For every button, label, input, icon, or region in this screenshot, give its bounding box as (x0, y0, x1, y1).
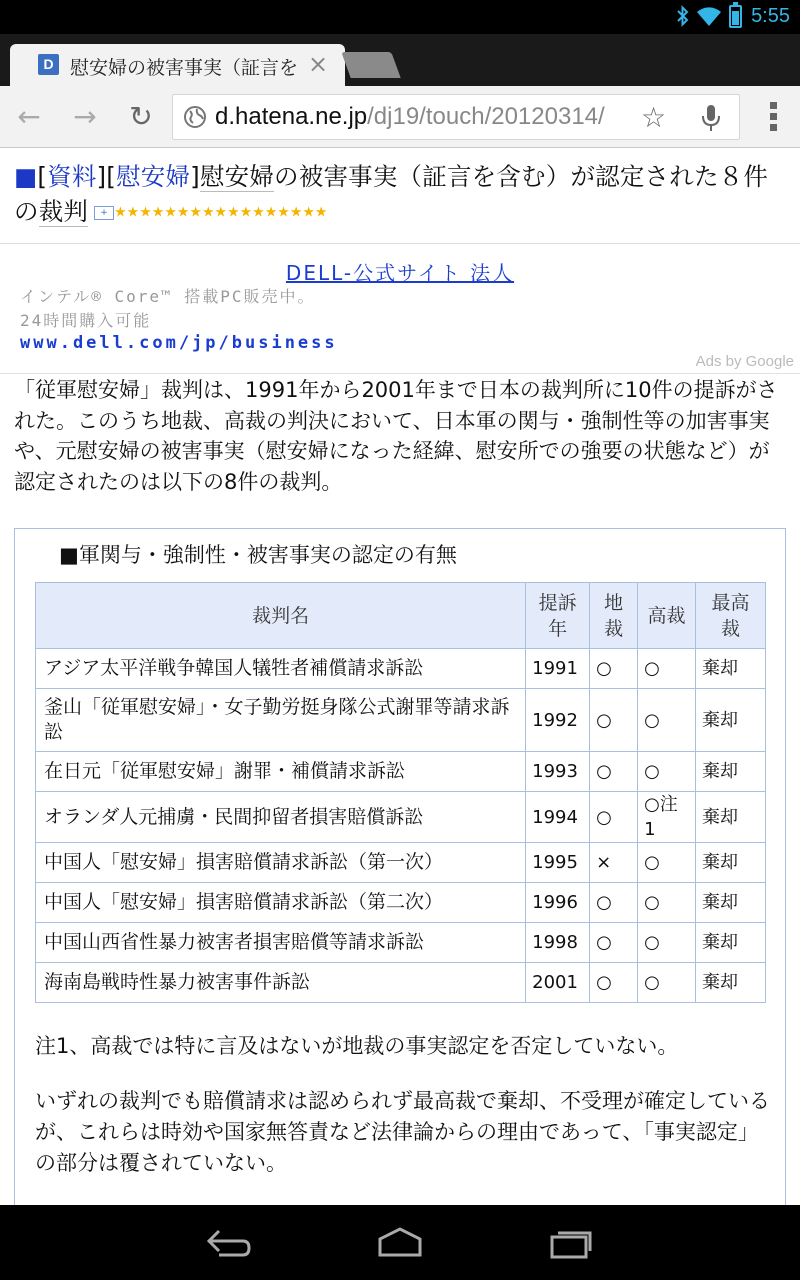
home-nav-icon[interactable] (376, 1225, 424, 1261)
cell-kousai: ○ (638, 843, 696, 883)
cell-trial-name: 海南島戦時性暴力被害事件訴訟 (36, 963, 526, 1003)
cell-year: 1996 (526, 883, 590, 923)
keyword-link[interactable]: 慰安婦 (199, 162, 275, 191)
cell-saikou: 棄却 (696, 963, 766, 1003)
cell-chisai: ○ (590, 689, 638, 752)
cell-chisai: ○ (590, 923, 638, 963)
table-body (36, 649, 766, 1003)
page-title: ■[資料][慰安婦]慰安婦の被害事実（証言を含む）が認定された８件の裁判 + ★★★★★★★★★★★★★★★★★ (14, 162, 769, 226)
cell-kousai: ○ (638, 883, 696, 923)
browser-toolbar (0, 86, 800, 148)
cell-trial-name: 中国人「慰安婦」損害賠償請求訴訟（第一次） (36, 843, 526, 883)
keyword-link[interactable]: 裁判 (38, 197, 89, 226)
column-header-saikou: 最高裁 (696, 583, 766, 649)
globe-icon (183, 105, 207, 129)
column-header-name: 裁判名 (36, 583, 526, 649)
cell-kousai: ○ (638, 649, 696, 689)
conclusion-paragraph: いずれの裁判でも賠償請求は認められず最高裁で棄却、不受理が確定しているが、これらは時効や国家無答責など法律論からの理由であって、「事実認定」の部分は覆されていない。 (35, 1089, 770, 1175)
browser-tab[interactable] (10, 44, 345, 86)
url-path: /dj19/touch/20120314/ (367, 103, 605, 130)
bluetooth-icon (676, 5, 690, 27)
back-button[interactable]: ← (17, 100, 41, 133)
cell-kousai: ○注1 (638, 792, 696, 843)
cell-chisai: ○ (590, 963, 638, 1003)
table-row (36, 963, 766, 1003)
cell-year: 1991 (526, 649, 590, 689)
table-row (36, 923, 766, 963)
cell-trial-name: 在日元「従軍慰安婦」謝罪・補償請求訴訟 (36, 752, 526, 792)
trial-summary-box (14, 528, 786, 1205)
reload-button[interactable]: ↻ (129, 100, 153, 133)
column-header-year: 提訴年 (526, 583, 590, 649)
recent-apps-nav-icon[interactable] (548, 1225, 596, 1261)
cell-chisai: ○ (590, 792, 638, 843)
cell-year: 1993 (526, 752, 590, 792)
bookmark-star-icon[interactable]: ☆ (641, 101, 667, 134)
cell-trial-name: 釜山「従軍慰安婦」・女子勤労挺身隊公式謝罪等請求訴訟 (36, 689, 526, 752)
cell-year: 1998 (526, 923, 590, 963)
cell-saikou: 棄却 (696, 649, 766, 689)
cell-kousai: ○ (638, 752, 696, 792)
cell-saikou: 棄却 (696, 883, 766, 923)
trials-table (35, 582, 766, 1003)
ad-title-link[interactable]: DELL-公式サイト 法人 (285, 261, 515, 285)
cell-saikou: 棄却 (696, 843, 766, 883)
intro-paragraph: 「従軍慰安婦」裁判は、1991年から2001年まで日本の裁判所に10件の提訴がされた。このうち地裁、高裁の判決において、日本軍の関与・強制性等の加害事実や、元慰安婦の被害事実（慰安婦になった経緯、慰安所での強要の状態など）が認定されたのは以下の8件の裁判。 (14, 378, 778, 494)
cell-chisai: ○ (590, 752, 638, 792)
ad-line: インテル® Core™ 搭載PC販売中。 (20, 287, 316, 306)
address-bar[interactable] (172, 94, 740, 140)
cell-trial-name: アジア太平洋戦争韓国人犠牲者補償請求訴訟 (36, 649, 526, 689)
cell-chisai: × (590, 843, 638, 883)
table-row (36, 752, 766, 792)
tab-strip (0, 34, 800, 86)
table-row (36, 689, 766, 752)
tag-link-ianfu[interactable]: 慰安婦 (116, 162, 191, 191)
new-tab-button[interactable] (341, 52, 400, 78)
table-row (36, 792, 766, 843)
cell-chisai: ○ (590, 883, 638, 923)
star-rating: ★★★★★★★★★★★★★★★★★ (114, 204, 328, 221)
back-nav-icon[interactable] (205, 1225, 253, 1261)
cell-year: 2001 (526, 963, 590, 1003)
battery-icon (729, 5, 742, 28)
overflow-menu-icon[interactable] (770, 102, 778, 135)
tag-link-shiryo[interactable]: 資料 (47, 162, 97, 191)
ad-text (20, 285, 316, 333)
title-text: の被害事実（証言を含む）が認定された８件の (14, 162, 769, 226)
cell-saikou: 棄却 (696, 689, 766, 752)
google-ad[interactable] (0, 245, 800, 373)
table-row (36, 883, 766, 923)
bookmark-add-icon[interactable]: + (94, 206, 114, 220)
microphone-icon[interactable] (701, 104, 721, 132)
cell-trial-name: オランダ人元捕虜・民間抑留者損害賠償訴訟 (36, 792, 526, 843)
status-bar (0, 0, 800, 34)
ad-line: 24時間購入可能 (20, 311, 152, 330)
wifi-icon (696, 4, 722, 28)
page-content (0, 149, 800, 1205)
hatena-favicon-icon: D (38, 54, 59, 75)
system-navigation-bar (0, 1205, 800, 1280)
cell-year: 1994 (526, 792, 590, 843)
cell-kousai: ○ (638, 923, 696, 963)
table-header-row (36, 583, 766, 649)
url-host: d.hatena.ne.jp (215, 103, 368, 130)
divider (0, 373, 800, 374)
cell-chisai: ○ (590, 649, 638, 689)
forward-button[interactable]: → (73, 100, 97, 133)
status-time: 5:55 (751, 5, 790, 27)
cell-trial-name: 中国山西省性暴力被害者損害賠償等請求訴訟 (36, 923, 526, 963)
column-header-kousai: 高裁 (638, 583, 696, 649)
cell-kousai: ○ (638, 689, 696, 752)
divider (0, 243, 800, 244)
table-title: ■軍関与・強制性・被害事実の認定の有無 (59, 543, 457, 567)
url-text[interactable] (215, 103, 635, 131)
column-header-chisai: 地裁 (590, 583, 638, 649)
cell-trial-name: 中国人「慰安婦」損害賠償請求訴訟（第二次） (36, 883, 526, 923)
cell-saikou: 棄却 (696, 923, 766, 963)
tab-close-icon[interactable]: × (308, 50, 329, 78)
title-square-marker: ■ (14, 162, 38, 191)
ads-by-google-label[interactable]: Ads by Google (695, 353, 794, 370)
tab-title: 慰安婦の被害事実（証言を (70, 57, 298, 79)
table-row (36, 649, 766, 689)
footnote: 注1、高裁では特に言及はないが地裁の事実認定を否定していない。 (35, 1034, 679, 1058)
cell-year: 1992 (526, 689, 590, 752)
cell-saikou: 棄却 (696, 752, 766, 792)
ad-url-link[interactable]: www.dell.com/jp/business (20, 333, 338, 353)
table-row (36, 843, 766, 883)
cell-kousai: ○ (638, 963, 696, 1003)
cell-year: 1995 (526, 843, 590, 883)
cell-saikou: 棄却 (696, 792, 766, 843)
